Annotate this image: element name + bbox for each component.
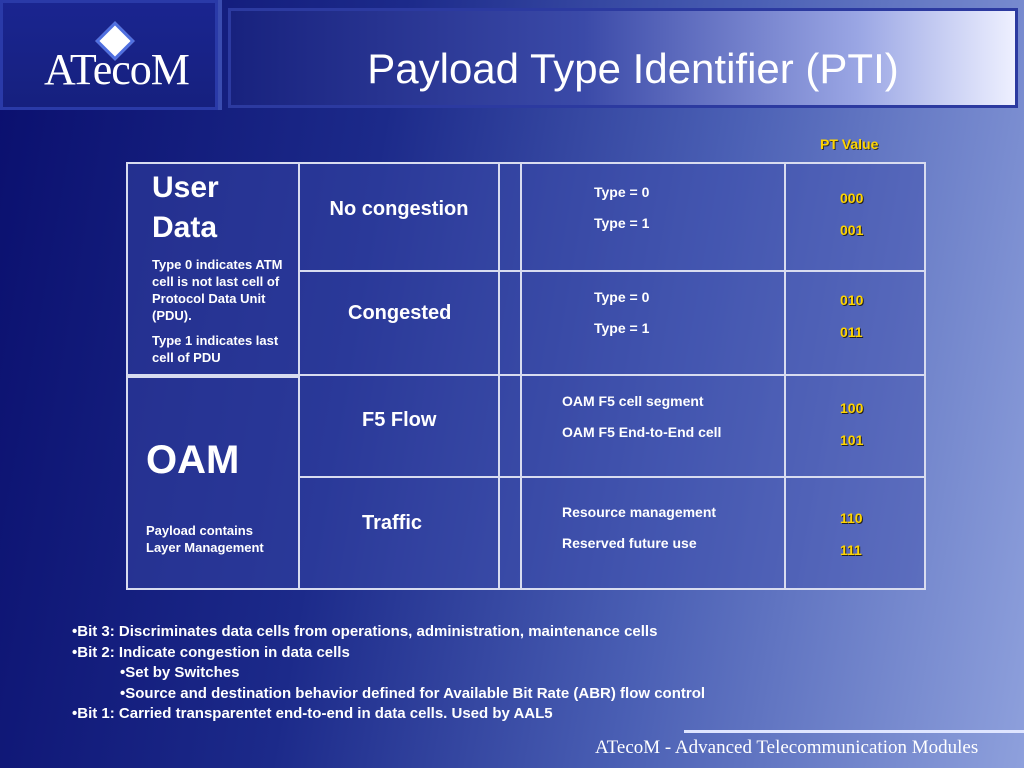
bullet-bit1: •Bit 1: Carried transparentet end-to-end in data cells. Used by AAL5 [72, 705, 553, 722]
category-label: Congested [348, 302, 452, 324]
pt-value-1: 010 [840, 292, 864, 308]
category-cell [298, 270, 500, 376]
spacer-cell [498, 162, 522, 272]
oam-heading: OAM [146, 438, 240, 482]
pt-value-2: 011 [840, 324, 863, 340]
description-line-2: Reserved future use [562, 535, 697, 551]
bullet-bit3: •Bit 3: Discriminates data cells from operations, administration, maintenance cells [72, 623, 658, 640]
category-cell [298, 476, 500, 590]
oam-cell [126, 376, 300, 590]
user-data-cell [126, 162, 300, 376]
description-line-1: Type = 0 [594, 184, 650, 200]
category-cell [298, 162, 500, 272]
footer-text: ATecoM - Advanced Telecommunication Modules [595, 737, 979, 758]
user-data-heading-2: Data [152, 211, 218, 244]
user-data-heading-1: User [152, 171, 219, 204]
pt-value-1: 100 [840, 400, 864, 416]
description-cell [520, 270, 786, 376]
description-line-1: OAM F5 cell segment [562, 393, 704, 409]
pt-value-1: 110 [840, 510, 863, 526]
bullet-list [72, 622, 705, 725]
pt-value-2: 111 [840, 542, 862, 558]
pti-table [126, 162, 926, 590]
logo: ATecoM [44, 45, 189, 94]
description-cell [520, 374, 786, 478]
pt-value-1: 000 [840, 190, 864, 206]
bullet-bit2-sub2: •Source and destination behavior defined for Available Bit Rate (ABR) flow control [120, 684, 706, 702]
category-label: F5 Flow [362, 409, 437, 431]
description-line-1: Resource management [562, 504, 717, 520]
description-line-2: OAM F5 End-to-End cell [562, 424, 722, 440]
user-data-desc-1: Type 0 indicates ATM cell is not last cell of Protocol Data Unit (PDU). [152, 257, 283, 323]
pt-value-2: 001 [840, 222, 864, 238]
description-line-1: Type = 0 [594, 289, 650, 305]
description-line-2: Type = 1 [594, 320, 650, 336]
pt-value-header: PT Value [820, 136, 879, 152]
pt-value-cell [784, 476, 926, 590]
logo-panel [0, 0, 222, 110]
slide-title: Payload Type Identifier (PTI) [367, 45, 899, 92]
category-label: No congestion [329, 198, 469, 220]
slide-header [0, 0, 1024, 112]
category-cell [298, 374, 500, 478]
bullet-bit2-sub1: •Set by Switches [120, 664, 240, 681]
description-cell [520, 162, 786, 272]
oam-desc: Payload contains Layer Management [146, 523, 264, 555]
pt-value-cell [784, 374, 926, 478]
bullet-bit2: •Bit 2: Indicate congestion in data cells [72, 643, 350, 661]
footer-divider [684, 730, 1024, 733]
user-data-desc-2: Type 1 indicates last cell of PDU [152, 333, 279, 365]
description-line-2: Type = 1 [594, 215, 650, 231]
spacer-cell [498, 270, 522, 376]
description-cell [520, 476, 786, 590]
spacer-cell [498, 374, 522, 478]
category-label: Traffic [362, 512, 423, 534]
title-panel [228, 8, 1018, 108]
pt-value-cell [784, 162, 926, 272]
spacer-cell [498, 476, 522, 590]
pt-value-cell [784, 270, 926, 376]
pt-value-2: 101 [840, 432, 864, 448]
